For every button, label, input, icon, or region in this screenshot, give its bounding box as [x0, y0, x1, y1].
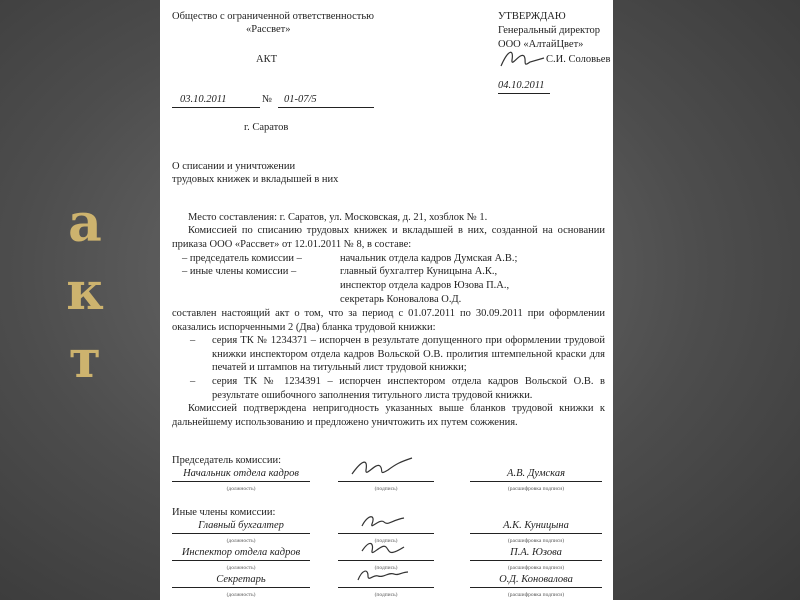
members-label: – иные члены комиссии – [182, 266, 297, 277]
approve-name: С.И. Соловьев [546, 54, 611, 65]
caption-position: (должность) [226, 486, 256, 492]
chair-value: начальник отдела кадров Думская А.В.; [340, 253, 518, 264]
org-name-line2: «Рассвет» [246, 24, 291, 35]
org-name-line1: Общество с ограниченной ответственностью [172, 11, 375, 22]
members-heading: Иные члены комиссии: [172, 507, 276, 518]
approve-date: 04.10.2011 [498, 79, 550, 94]
caption-signature: (подпись) [374, 486, 398, 492]
subject-line1: О списании и уничтожении [172, 161, 296, 172]
commission-paragraph: Комиссией по списанию трудовых книжек и вкладышей в них, созданной на основании приказа ООО «Рассвет» от 12.01.2011 № 8, в составе: [172, 225, 605, 250]
act-number: 01-07/5 [278, 93, 374, 108]
item2-dash: – [190, 376, 196, 387]
act-city: г. Саратов [244, 122, 289, 133]
caption-signature: (подпись) [374, 565, 398, 571]
chair-heading: Председатель комиссии: [172, 455, 281, 466]
caption-decoding: (расшифровка подписи) [507, 538, 565, 544]
conclusion-paragraph: Комиссией подтверждена непригодность указанных выше бланков трудовой книжки к дальнейшему использованию и предложено уничтожить их путем сожжения. [172, 403, 605, 428]
caption-position: (должность) [226, 538, 256, 544]
member-item: секретарь Коновалова О.Д. [340, 294, 462, 305]
caption-signature: (подпись) [374, 538, 398, 544]
item1-dash: – [190, 335, 196, 346]
caption-decoding: (расшифровка подписи) [507, 565, 565, 571]
document-page [160, 0, 613, 600]
member-signature-icon [358, 508, 408, 534]
member-signature-icon [354, 562, 410, 588]
place-paragraph: Место составления: г. Саратов, ул. Московская, д. 21, хозблок № 1. [188, 212, 488, 223]
caption-position: (должность) [226, 565, 256, 571]
director-signature-icon [498, 44, 548, 74]
member-name: А.К. Куницына [470, 519, 602, 534]
member-name: П.А. Юзова [470, 546, 602, 561]
doc-type: АКТ [256, 54, 277, 65]
caption-decoding: (расшифровка подписи) [507, 486, 565, 492]
item1-paragraph: серия ТК № 1234371 – испорчен в результате допущенного при оформлении трудовой книжки инспектором отдела кадров Вольской О.В. пролития штемпельной краски для печатей и штампов на титульный лист трудовой книжки; [212, 335, 605, 373]
side-title [60, 190, 110, 394]
item2-paragraph: серия ТК № 1234391 – испорчен инспектором отдела кадров Вольской О.В. в результате ошибочного заполнения титульного листа трудовой книжки. [212, 376, 605, 401]
approve-title: УТВЕРЖДАЮ [498, 11, 566, 22]
member-name: О.Д. Коновалова [470, 573, 602, 588]
chair-label: – председатель комиссии – [182, 253, 302, 264]
member-position: Инспектор отдела кадров [172, 546, 310, 561]
caption-decoding: (расшифровка подписи) [507, 592, 565, 598]
side-letter-2: к [66, 261, 104, 322]
act-date: 03.10.2011 [172, 93, 260, 108]
member-position: Главный бухгалтер [172, 519, 310, 534]
caption-position: (должность) [226, 592, 256, 598]
act-number-label: № [262, 94, 273, 105]
member-item: инспектор отдела кадров Юзова П.А., [340, 280, 510, 291]
side-letter-1: а [68, 193, 102, 254]
side-letter-3: т [68, 329, 102, 390]
member-signature-icon [358, 535, 408, 561]
subject-line2: трудовых книжек и вкладышей в них [172, 174, 339, 185]
caption-signature: (подпись) [374, 592, 398, 598]
member-position: Секретарь [172, 573, 310, 588]
approve-position: Генеральный директор [498, 25, 600, 36]
member-item: главный бухгалтер Куницына А.К., [340, 266, 498, 277]
approve-company: ООО «АлтайЦвет» [498, 39, 584, 50]
chair-signature-icon [348, 452, 418, 482]
chair-position: Начальник отдела кадров [172, 467, 310, 482]
chair-name: А.В. Думская [470, 467, 602, 482]
drawn-up-paragraph: составлен настоящий акт о том, что за период с 01.07.2011 по 30.09.2011 при оформлении оказались испорченными 2 (Два) бланка трудовой книжки: [172, 308, 605, 333]
